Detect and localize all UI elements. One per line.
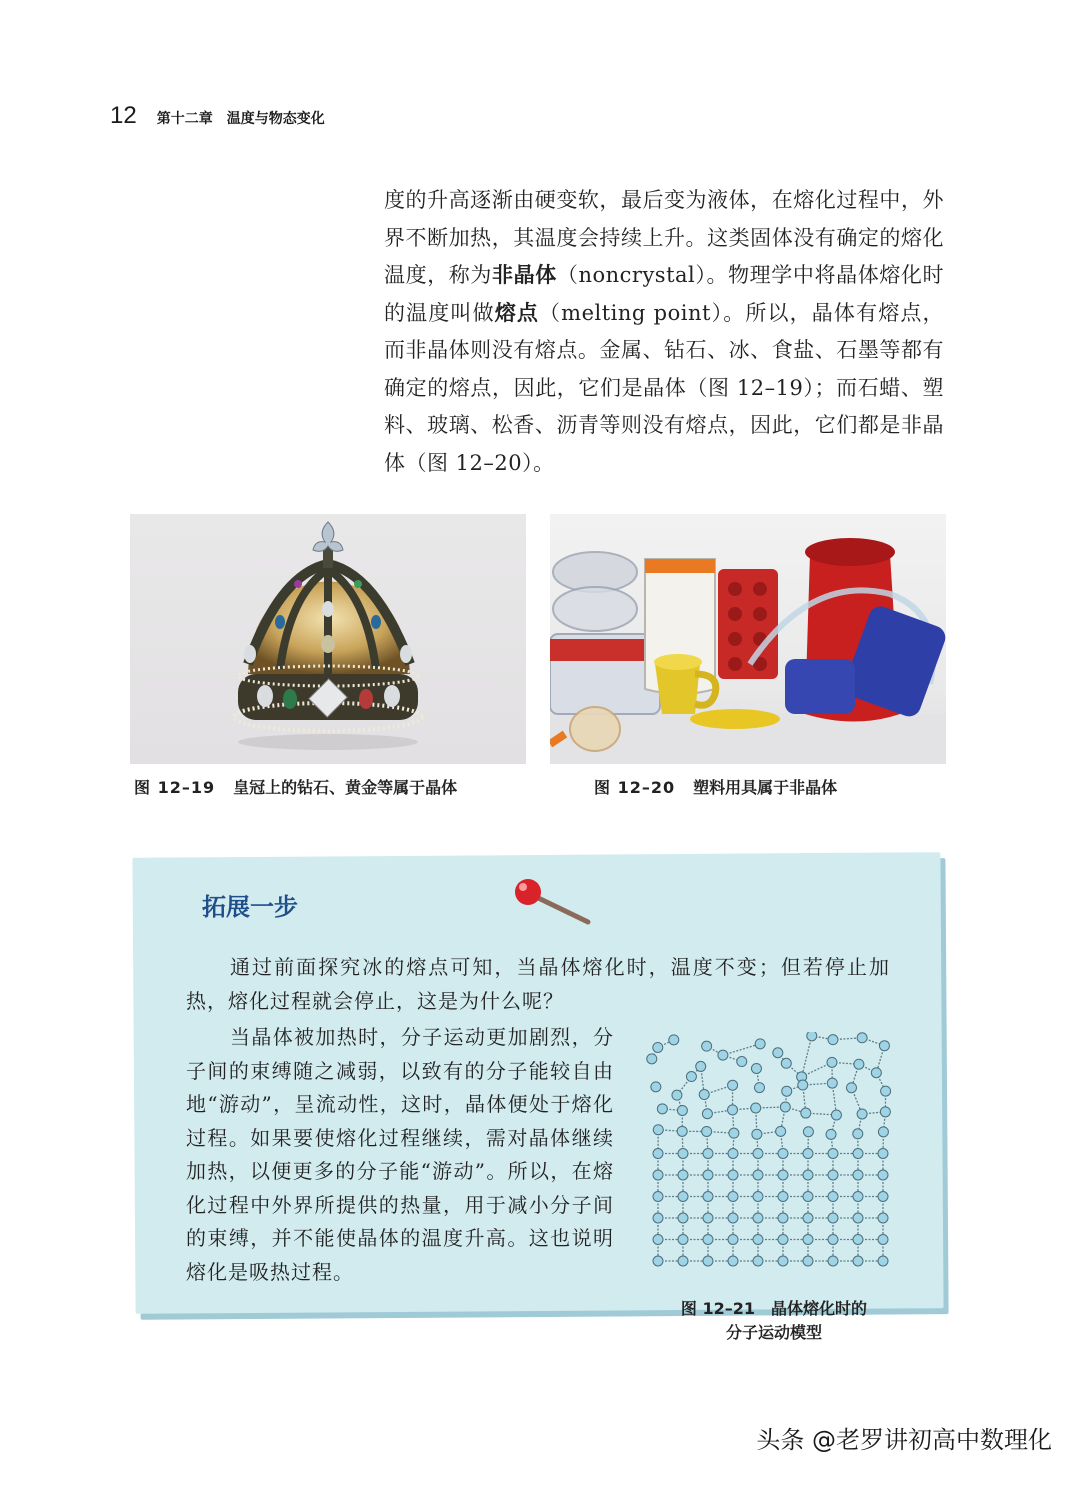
molecule bbox=[801, 1108, 811, 1118]
molecule bbox=[657, 1104, 667, 1114]
molecular-model-figure bbox=[644, 1032, 900, 1282]
molecule bbox=[878, 1213, 888, 1223]
molecule bbox=[780, 1102, 790, 1112]
page-header bbox=[110, 102, 325, 132]
molecule bbox=[853, 1192, 863, 1202]
molecule bbox=[807, 1032, 817, 1041]
molecule bbox=[781, 1058, 791, 1068]
extension-paragraph-2: 当晶体被加热时，分子运动更加剧烈，分子间的束缚随之减弱，以致有的分子能较自由地“游动”，呈流动性，这时，晶体便处于熔化过程。如果要使熔化过程继续，需对晶体继续加热，以便更多的分子能“游动”。所以，在熔化过程中外界所提供的热量，用于减小分子间的束缚，并不能使晶体的温度升高。这也说明熔化是吸热过程。 bbox=[186, 1025, 614, 1284]
molecule bbox=[803, 1192, 813, 1202]
molecule bbox=[778, 1256, 788, 1266]
molecule bbox=[782, 1086, 792, 1096]
figure-caption-line-2: 分子运动模型 bbox=[725, 1323, 822, 1342]
molecule bbox=[653, 1192, 663, 1202]
main-text-part-2: （noncrystal）。物理学中将晶体熔化时的温度叫做 bbox=[384, 263, 945, 325]
molecule bbox=[702, 1109, 712, 1119]
molecule bbox=[853, 1149, 863, 1159]
molecule bbox=[879, 1041, 889, 1051]
molecule bbox=[878, 1127, 888, 1137]
molecule bbox=[831, 1110, 841, 1120]
molecule bbox=[878, 1170, 888, 1180]
main-paragraph bbox=[384, 182, 944, 482]
molecule bbox=[703, 1192, 713, 1202]
molecule bbox=[677, 1105, 687, 1115]
molecule bbox=[678, 1256, 688, 1266]
molecule bbox=[827, 1078, 837, 1088]
molecule bbox=[653, 1235, 663, 1245]
molecule bbox=[653, 1149, 663, 1159]
molecule bbox=[647, 1054, 657, 1064]
main-text-part-3: （melting point）。所以，晶体有熔点，而非晶体则没有熔点。金属、钻石、冰、食盐、石墨等都有确定的熔点，因此，它们是晶体（图 12–19）；而石蜡、塑料、玻璃、松香、沥青等则没有熔点，因此，它们都是非晶体（图 12–20）。 bbox=[384, 300, 945, 475]
molecule bbox=[753, 1149, 763, 1159]
page-number: 12 bbox=[110, 102, 137, 129]
molecule bbox=[728, 1235, 738, 1245]
molecule bbox=[846, 1083, 856, 1093]
figure-12-20-caption bbox=[594, 775, 837, 798]
molecule bbox=[753, 1192, 763, 1202]
molecule bbox=[803, 1149, 813, 1159]
figure-12-19-caption bbox=[134, 775, 457, 798]
molecule bbox=[753, 1213, 763, 1223]
molecule bbox=[803, 1170, 813, 1180]
molecule bbox=[878, 1256, 888, 1266]
molecule bbox=[878, 1235, 888, 1245]
molecule bbox=[853, 1213, 863, 1223]
molecule bbox=[752, 1129, 762, 1139]
molecule bbox=[728, 1256, 738, 1266]
molecule bbox=[828, 1235, 838, 1245]
molecule bbox=[773, 1048, 783, 1058]
molecule bbox=[828, 1213, 838, 1223]
figure-number: 图 12–19 bbox=[134, 778, 216, 797]
molecule bbox=[718, 1050, 728, 1060]
molecule bbox=[703, 1213, 713, 1223]
term-noncrystal: 非晶体 bbox=[492, 263, 557, 287]
molecule bbox=[672, 1090, 682, 1100]
molecule bbox=[753, 1170, 763, 1180]
molecule bbox=[803, 1213, 813, 1223]
molecule bbox=[778, 1235, 788, 1245]
molecule bbox=[669, 1035, 679, 1045]
push-pin-icon bbox=[506, 874, 596, 930]
molecule bbox=[728, 1149, 738, 1159]
molecule bbox=[653, 1170, 663, 1180]
molecule bbox=[653, 1125, 663, 1135]
molecular-bond bbox=[802, 1036, 812, 1077]
molecule bbox=[778, 1192, 788, 1202]
molecule bbox=[751, 1063, 761, 1073]
molecule bbox=[798, 1080, 808, 1090]
molecule bbox=[653, 1256, 663, 1266]
crown-photo bbox=[130, 514, 526, 764]
molecule bbox=[755, 1039, 765, 1049]
molecule bbox=[828, 1170, 838, 1180]
molecule bbox=[702, 1041, 712, 1051]
figure-caption-text: 塑料用具属于非晶体 bbox=[693, 778, 838, 797]
term-melting-point: 熔点 bbox=[494, 300, 540, 325]
molecule bbox=[803, 1235, 813, 1245]
extension-paragraph-1: 通过前面探究冰的熔点可知，当晶体熔化时，温度不变；但若停止加热，熔化过程就会停止，这是为什么呢？ bbox=[186, 955, 890, 1013]
figure-12-21-caption bbox=[652, 1297, 896, 1345]
molecule bbox=[751, 1103, 761, 1113]
molecule bbox=[754, 1083, 764, 1093]
plastic-items-photo bbox=[550, 514, 946, 764]
watermark: 头条 @老罗讲初高中数理化 bbox=[756, 1426, 1052, 1454]
molecule bbox=[703, 1149, 713, 1159]
chapter-title: 第十二章 温度与物态变化 bbox=[156, 111, 325, 127]
molecule bbox=[729, 1128, 739, 1138]
molecule bbox=[778, 1149, 788, 1159]
molecule bbox=[853, 1170, 863, 1180]
molecule bbox=[826, 1129, 836, 1139]
molecule bbox=[728, 1213, 738, 1223]
figure-caption-line-1: 晶体熔化时的 bbox=[771, 1299, 868, 1318]
molecule bbox=[828, 1149, 838, 1159]
molecule bbox=[702, 1126, 712, 1136]
molecule bbox=[678, 1192, 688, 1202]
molecule bbox=[828, 1035, 838, 1045]
molecule bbox=[828, 1192, 838, 1202]
molecular-bond bbox=[723, 1044, 760, 1055]
molecule bbox=[678, 1235, 688, 1245]
molecule bbox=[677, 1126, 687, 1136]
molecule bbox=[880, 1107, 890, 1117]
molecule bbox=[678, 1149, 688, 1159]
molecule bbox=[728, 1170, 738, 1180]
molecule bbox=[678, 1213, 688, 1223]
molecule bbox=[854, 1059, 864, 1069]
molecule bbox=[653, 1042, 663, 1052]
molecule bbox=[871, 1068, 881, 1078]
molecule bbox=[857, 1109, 867, 1119]
molecule bbox=[703, 1256, 713, 1266]
molecule bbox=[778, 1170, 788, 1180]
figure-number: 图 12–20 bbox=[594, 778, 676, 797]
molecule bbox=[651, 1082, 661, 1092]
molecule bbox=[728, 1192, 738, 1202]
molecule bbox=[737, 1057, 747, 1067]
molecule bbox=[696, 1061, 706, 1071]
molecule bbox=[703, 1170, 713, 1180]
molecule bbox=[753, 1235, 763, 1245]
molecule bbox=[686, 1072, 696, 1082]
molecule bbox=[881, 1086, 891, 1096]
molecule bbox=[857, 1033, 867, 1043]
extension-box-title: 拓展一步 bbox=[202, 892, 298, 921]
main-text-part-1: 度的升高逐渐由硬变软，最后变为液体，在熔化过程中，外界不断加热，其温度会持续上升。这类固体没有确定的熔化温度，称为 bbox=[384, 188, 944, 287]
molecule bbox=[776, 1126, 786, 1136]
figure-number: 图 12–21 bbox=[680, 1299, 756, 1318]
molecule bbox=[853, 1235, 863, 1245]
molecule bbox=[753, 1256, 763, 1266]
molecule bbox=[878, 1149, 888, 1159]
molecule bbox=[778, 1213, 788, 1223]
molecule bbox=[728, 1080, 738, 1090]
molecule bbox=[699, 1090, 709, 1100]
molecule bbox=[703, 1235, 713, 1245]
figure-caption-text: 皇冠上的钻石、黄金等属于晶体 bbox=[233, 778, 458, 797]
molecule bbox=[803, 1256, 813, 1266]
molecule bbox=[803, 1127, 813, 1137]
molecule bbox=[728, 1105, 738, 1115]
molecule bbox=[827, 1057, 837, 1067]
molecule bbox=[853, 1256, 863, 1266]
molecule bbox=[853, 1129, 863, 1139]
molecule bbox=[653, 1213, 663, 1223]
molecule bbox=[678, 1170, 688, 1180]
molecule bbox=[828, 1256, 838, 1266]
molecule bbox=[878, 1192, 888, 1202]
